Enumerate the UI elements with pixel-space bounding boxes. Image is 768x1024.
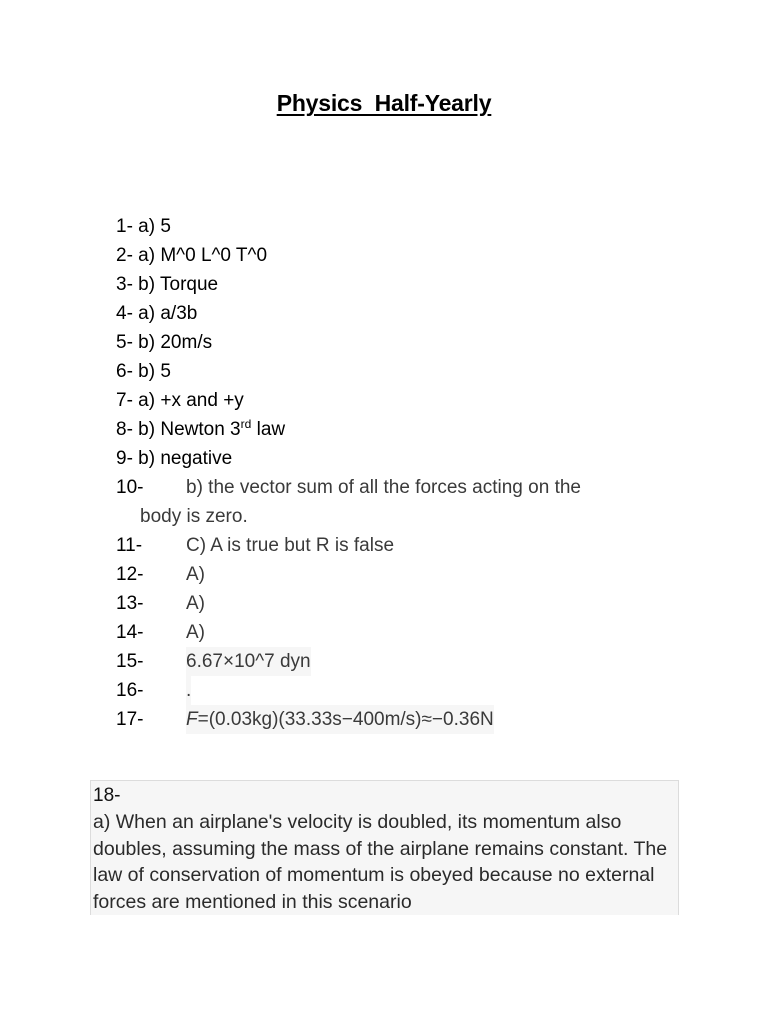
item-answer: . [186,676,191,705]
item-number: 13- [116,593,144,614]
item-number: 10- [116,477,144,498]
item-number: 12- [116,564,144,585]
item-answer-end: law [251,419,286,440]
item-answer: b) negative [132,448,233,469]
item-number: 2- [116,245,133,266]
list-item [116,589,676,618]
list-item [116,705,676,734]
item-answer: b) 20m/s [132,332,213,353]
item-number: 5- [116,332,133,353]
item-answer: C) A is true but R is false [186,535,395,556]
item-answer-continuation: body is zero. [140,506,248,527]
item-number: 7- [116,390,133,411]
item-answer-formula: =(0.03kg)(33.33s−400m/s)≈−0.36N [197,709,494,730]
item-number: 1- [116,216,133,237]
item-number: 11- [116,535,143,556]
item-answer: a) M^0 L^0 T^0 [132,245,268,266]
item-number: 3- [116,274,133,295]
ordinal-suffix: rd [240,417,252,431]
list-item [116,299,676,328]
list-item [116,560,676,589]
list-item [116,473,676,531]
item-number: 8- [116,419,133,440]
item-answer: b) Newton 3 [132,419,241,440]
list-item [116,676,676,705]
list-item [116,386,676,415]
list-item [116,241,676,270]
item-answer [186,705,494,734]
list-item [116,444,676,473]
item-answer: A) [186,593,205,614]
list-item [116,212,676,241]
item-answer: a) +x and +y [132,390,244,411]
item-number: 4- [116,303,133,324]
item-number: 18- [93,785,121,806]
list-item [116,618,676,647]
item-answer: b) the vector sum of all the forces acting on the [186,477,581,498]
item-answer: b) Torque [132,274,219,295]
item-answer: b) 5 [132,361,171,382]
item-number: 6- [116,361,133,382]
item-answer: a) a/3b [132,303,198,324]
page-title: Physics Half-Yearly [276,90,492,116]
list-item [116,531,676,560]
item-number: 9- [116,448,133,469]
list-item [116,328,676,357]
item-number: 15- [116,651,144,672]
list-item [116,415,676,444]
item-number: 14- [116,622,144,643]
item-number: 17- [116,709,144,730]
list-item [116,270,676,299]
question-18-answer: a) When an airplane's velocity is doubled, its momentum also doubles, assuming the mass of the airplane remains constant. The law of conservation of momentum is obeyed because no external forces are mentioned in this scenario [93,811,668,913]
list-item [116,647,676,676]
force-symbol: F [186,709,198,730]
list-item [116,357,676,386]
item-answer: 6.67×10^7 dyn [186,647,311,676]
question-18-box [90,780,679,915]
answer-list [116,212,676,734]
item-answer: A) [186,564,205,585]
item-answer: a) 5 [132,216,171,237]
item-answer: A) [186,622,205,643]
item-number: 16- [116,680,144,701]
